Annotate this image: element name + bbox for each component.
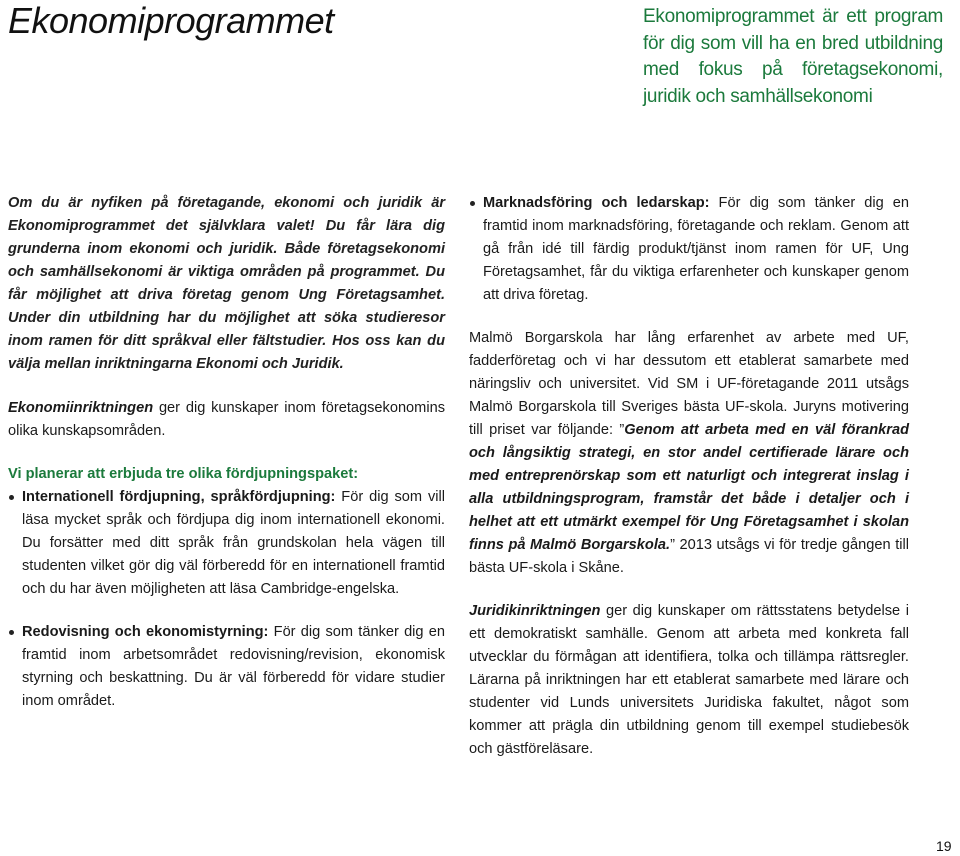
juridik-term: Juridikinriktningen: [469, 603, 601, 619]
juridik-text: ger dig kunskaper om rättsstatens betydelse i ett demokratiskt samhälle. Genom att arbeta med konkreta fall utvecklar du förmågan att identifiera, tolka och tillämpa rättsregler. Lärarna på inriktningen har ett etablerat samarbete med lärare och studenter vid Lunds universitets Juridiska fakultet, något som kommer att prägla din utbildning genom till exempel studiebesök och gästföreläsare.: [469, 603, 909, 757]
packages-heading: Vi planerar att erbjuda tre olika fördjupningspaket:: [8, 466, 359, 482]
packages-list: [8, 486, 445, 713]
program-tagline: Ekonomiprogrammet är ett program för dig som vill ha en bred utbildning med fokus på företagsekonomi, juridik och samhällsekonomi: [643, 6, 943, 107]
malmo-text: Malmö Borgarskola har lång erfarenhet av arbete med UF, fadderföretag och vi har dessutom ett etablerat samarbete med näringsliv och universitet. Vid SM i UF-företagande 2011 utsågs Malmö Borgarskola till Sveriges bästa UF-skola. Juryns motivering till priset var följande: ”: [469, 330, 909, 438]
ekonomi-term: Ekonomiinriktningen: [8, 400, 154, 416]
list-item: [8, 486, 445, 601]
bullet-text: För dig som tänker dig en framtid inom marknadsföring, företagande och reklam. Genom att gå från idé till färdig produkt/tjänst inom ramen för UF, Ung Företagsamhet, får du viktiga erfarenheter och kunskaper genom att driva företag.: [483, 195, 909, 303]
malmo-paragraph: [469, 327, 909, 580]
ekonomi-text: ger dig kunskaper inom företagsekonomins olika kunskapsområden.: [8, 400, 445, 439]
bullet-dot: [9, 630, 14, 635]
juridik-paragraph: [469, 600, 909, 761]
malmo-after: ” 2013 utsågs vi för tredje gången till bästa UF-skola i Skåne.: [469, 537, 909, 576]
left-column: [8, 192, 445, 713]
page-number: 19: [936, 838, 952, 854]
list-item: [8, 621, 445, 713]
intro-paragraph: Om du är nyfiken på företagande, ekonomi och juridik är Ekonomiprogrammet det självklara valet! Du får lära dig grunderna inom ekonomi och juridik. Både företagsekonomi och samhällsekonomi är viktiga områden på programmet. Du får möjlighet att driva företag genom Ung Företagsamhet. Under din utbildning har du möjlighet att söka studieresor inom ramen för ditt språkval eller fältstudier. Hos oss kan du välja mellan inriktningarna Ekonomi och Juridik.: [8, 195, 445, 372]
bullet-text: För dig som vill läsa mycket språk och fördjupa dig inom internationell ekonomi. Du forsätter med ditt språk från grundskolan hela vägen till studenten vilket gör dig väl förberedd för en internationell framtid och du har även möjligheten att läsa Cambridge-engelska.: [22, 489, 445, 597]
bullet-text: För dig som tänker dig en framtid inom arbetsområdet redovisning/revision, ekonomisk styrning och beskattning. Du är väl förberedd för vidare studier inom området.: [22, 624, 446, 709]
bullet-dot: [470, 201, 475, 206]
page-title: Ekonomiprogrammet: [8, 0, 334, 41]
bullet-term: Redovisning och ekonomistyrning:: [22, 624, 269, 640]
list-item: [469, 192, 909, 307]
bullet-term: Internationell fördjupning, språkfördjupning:: [22, 489, 336, 505]
ekonomi-paragraph: [8, 397, 445, 443]
bullet-term: Marknadsföring och ledarskap:: [483, 195, 710, 211]
right-column: [469, 192, 909, 761]
jury-quote: Genom att arbeta med en väl förankrad och långsiktig strategi, en stor andel certifierade lärare och med entreprenörskap som ett naturligt och integrerat inslag i alla utbildningsprogram, framstår det både i detaljer och i helhet att ett utmärkt exempel för Ung Företagsamhet i skolan finns på Malmö Borgarskola.: [469, 422, 909, 553]
bullet-dot: [9, 495, 14, 500]
marketing-list: [469, 192, 909, 307]
